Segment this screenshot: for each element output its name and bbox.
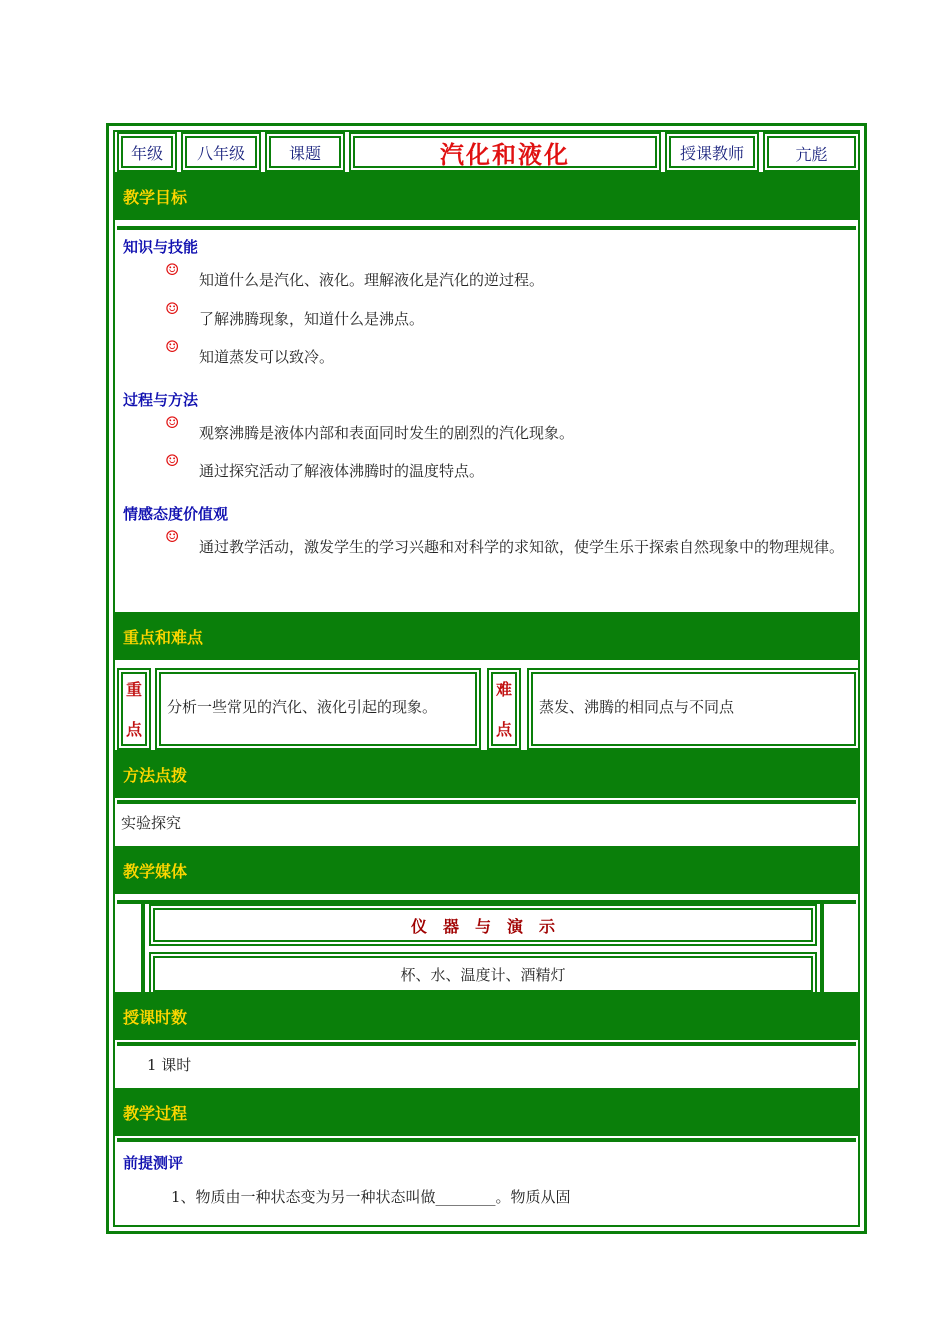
list-item: ☺ 观察沸腾是液体内部和表面同时发生的剧烈的汽化现象。 [165, 413, 859, 453]
section-bar-process: 教学过程 [113, 1088, 860, 1136]
smiley-icon: ☺ [165, 451, 180, 470]
difficulty-label-cell: 难 点 [487, 668, 521, 750]
subsection-pretest: 前提测评 [123, 1154, 184, 1172]
smiley-icon: ☺ [165, 299, 180, 318]
list-item: ☺ 通过探究活动了解液体沸腾时的温度特点。 [165, 451, 859, 491]
list-item: ☺ 了解沸腾现象，知道什么是沸点。 [165, 299, 859, 339]
section-bar-goals: 教学目标 [113, 172, 860, 220]
media-items: 杯、水、温度计、酒精灯 [149, 952, 817, 996]
divider [117, 226, 856, 230]
teacher-label: 授课教师 [665, 132, 759, 172]
section-bar-method: 方法点拨 [113, 750, 860, 798]
difficulty-text: 蒸发、沸腾的相同点与不同点 [527, 668, 860, 750]
smiley-icon: ☺ [165, 260, 180, 279]
list-item: ☺ 知道蒸发可以致冷。 [165, 337, 859, 377]
teacher-name: 亢彪 [763, 132, 860, 172]
hours-text: 1 课时 [147, 1056, 192, 1074]
subsection-knowledge: 知识与技能 [123, 238, 199, 256]
media-right-rule [820, 900, 824, 992]
smiley-icon: ☺ [165, 337, 180, 356]
smiley-icon: ☺ [165, 527, 180, 546]
list-item: ☺ 通过教学活动，激发学生的学习兴趣和对科学的求知欲，使学生乐于探索自然现象中的物理规律。 [165, 527, 857, 567]
smiley-icon: ☺ [165, 413, 180, 432]
question-1: 1、物质由一种状态变为另一种状态叫做________。物质从固 [171, 1188, 571, 1206]
subsection-emotion: 情感态度价值观 [123, 505, 229, 523]
list-item: ☺ 知道什么是汽化、液化。理解液化是汽化的逆过程。 [165, 260, 859, 300]
section-bar-hours: 授课时数 [113, 992, 860, 1040]
divider [117, 1042, 856, 1046]
grade-value: 八年级 [181, 132, 261, 172]
key-point-text: 分析一些常见的汽化、液化引起的现象。 [155, 668, 481, 750]
divider [117, 1138, 856, 1142]
key-label-cell: 重 点 [117, 668, 151, 750]
media-left-rule [141, 900, 145, 992]
grade-label: 年级 [117, 132, 177, 172]
divider [117, 800, 856, 804]
media-table-header: 仪 器 与 演 示 [149, 904, 817, 946]
section-bar-key-points: 重点和难点 [113, 612, 860, 660]
topic-label: 课题 [265, 132, 345, 172]
section-bar-media: 教学媒体 [113, 846, 860, 894]
lesson-plan-frame [106, 123, 867, 1234]
method-text: 实验探究 [121, 814, 182, 832]
topic-title: 汽化和液化 [349, 132, 661, 172]
subsection-process: 过程与方法 [123, 391, 199, 409]
